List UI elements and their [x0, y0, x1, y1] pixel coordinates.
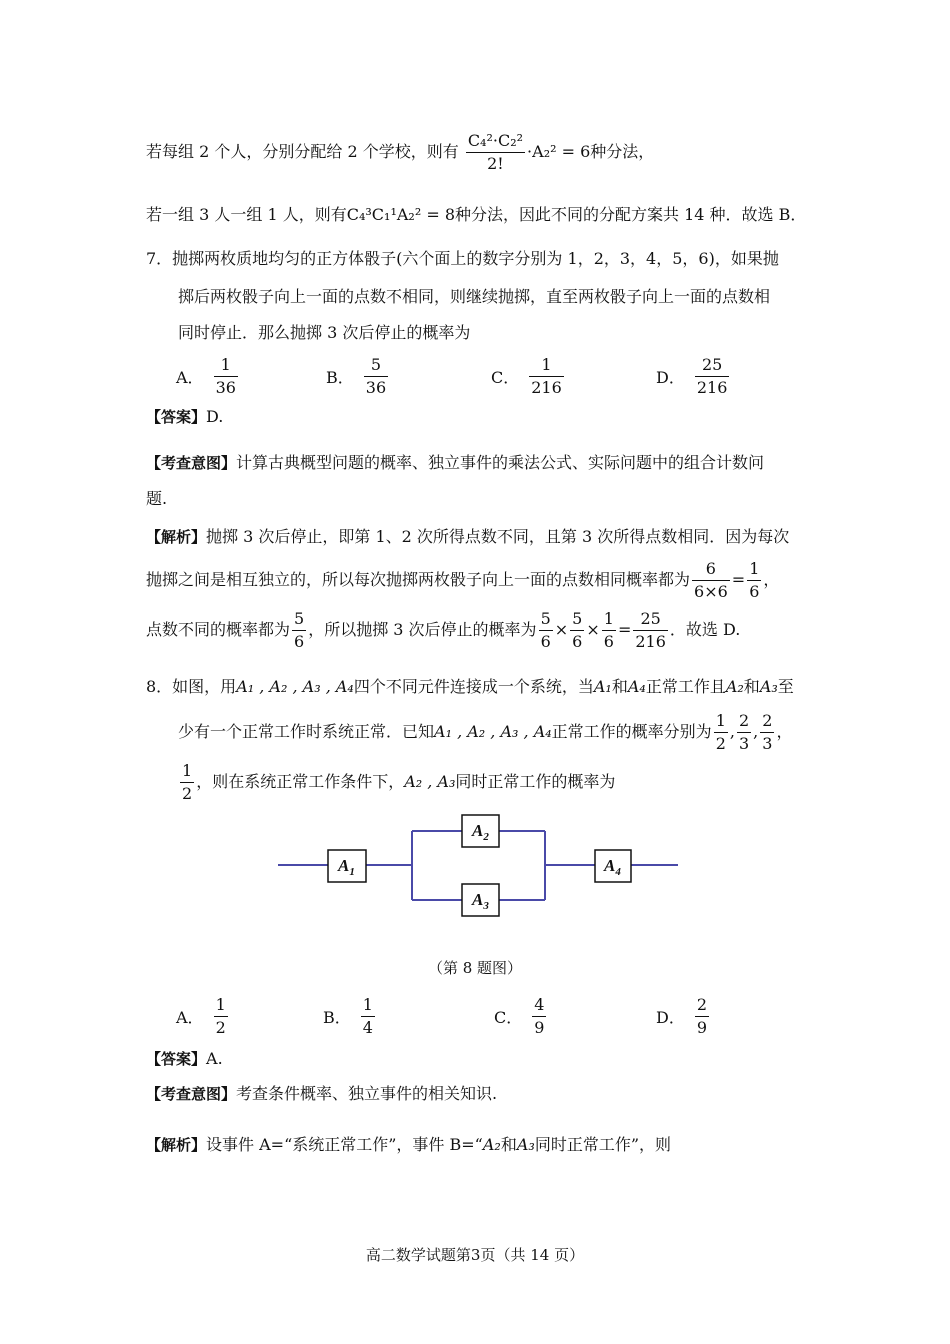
q8-stem-2: 少有一个正常工作时系统正常．已知A₁ , A₂ , A₃ , A₄正常工作的概率分别为 $\frac{1}{2}$ , $\frac{2}{3}$ , $\frac{2}{3}$ ，: [178, 711, 793, 753]
q8-answer: 【答案】A.: [146, 1049, 223, 1068]
q8-stem-3: $\frac{1}{2}$ ，则在系统正常工作条件下，A₂ , A₃同时正常工作的概率为: [182, 761, 616, 803]
label-a2: $A_2$: [472, 821, 489, 843]
figure-caption: （第 8 题图）: [427, 959, 523, 977]
q7-intent-2: 题.: [146, 489, 168, 508]
q7-stem-1: 7．抛掷两枚质地均匀的正方体骰子(六个面上的数字分别为 1，2，3，4，5，6)，如果抛: [146, 249, 779, 268]
q7-analysis-3: 点数不同的概率都为 $\frac{5}{6}$ ，所以抛掷 3 次后停止的概率为 $\frac{5}{6}$ × $\frac{5}{6}$ × $\frac{1}{6}$ = $\frac{25}{216}$ ．故选 D.: [146, 609, 741, 651]
q7-option-a: A． $\frac{1}{36}$: [176, 355, 236, 397]
label-a3: $A_3$: [472, 890, 489, 912]
q8-option-b: B． $\frac{1}{4}$: [323, 995, 373, 1037]
page-footer: 高二数学试题第3页（共 14 页）: [365, 1246, 585, 1264]
q8-stem-1: 8．如图，用A₁ , A₂ , A₃ , A₄四个不同元件连接成一个系统，当A₁和A₄正常工作且A₂和A₃至: [146, 677, 794, 696]
circuit-diagram: [278, 808, 680, 920]
fraction: $\frac{\text{C₄²·C₂²}}{2!}$: [467, 131, 524, 173]
q7-stem-3: 同时停止．那么抛掷 3 次后停止的概率为: [178, 323, 471, 342]
q8-intent: 【考查意图】考查条件概率、独立事件的相关知识.: [146, 1084, 498, 1103]
q8-option-d: D． $\frac{2}{9}$: [656, 995, 708, 1037]
q8-option-c: C． $\frac{4}{9}$: [494, 995, 545, 1037]
q7-option-c: C． $\frac{1}{216}$: [491, 355, 562, 397]
q8-option-a: A． $\frac{1}{2}$: [176, 995, 226, 1037]
intro-line-2: 若一组 3 人一组 1 人，则有C₄³C₁¹A₂² = 8种分法，因此不同的分配方案共 14 种．故选 B．: [146, 205, 807, 224]
q7-answer: 【答案】D.: [146, 407, 224, 426]
q7-analysis-2: 抛掷之间是相互独立的，所以每次抛掷两枚骰子向上一面的点数相同概率都为 $\frac{6}{6\times 6}$ = $\frac{1}{6}$ ，: [146, 559, 780, 601]
q8-analysis: 【解析】设事件 A=“系统正常工作”，事件 B=“A₂和A₃同时正常工作”，则: [146, 1135, 671, 1154]
q7-intent-1: 【考查意图】计算古典概型问题的概率、独立事件的乘法公式、实际问题中的组合计数问: [146, 453, 765, 472]
label-a1: $A_1$: [338, 856, 355, 878]
q7-stem-2: 掷后两枚骰子向上一面的点数不相同，则继续抛掷，直至两枚骰子向上一面的点数相: [178, 287, 771, 306]
label-a4: $A_4$: [604, 856, 621, 878]
q7-analysis-1: 【解析】抛掷 3 次后停止，即第 1、2 次所得点数不同，且第 3 次所得点数相同．因为每次: [146, 527, 790, 546]
q7-option-d: D． $\frac{25}{216}$: [656, 355, 728, 397]
q7-option-b: B． $\frac{5}{36}$: [326, 355, 387, 397]
intro-line-1: 若每组 2 个人，分别分配给 2 个学校，则有 $\frac{\text{C₄²·C₂²}}{2!}$ ·A₂² = 6种分法，: [146, 131, 655, 173]
